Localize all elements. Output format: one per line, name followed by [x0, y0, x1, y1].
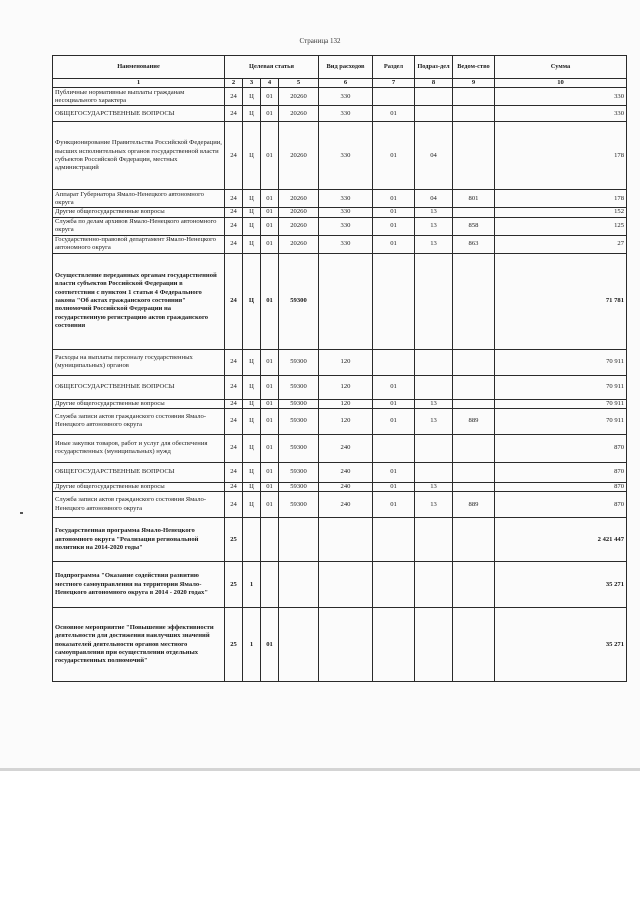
row-expense-type: 120 [319, 349, 373, 375]
row-subprogram-code: Ц [243, 492, 261, 518]
row-direction-code: 59300 [279, 482, 319, 491]
row-expense-type: 240 [319, 482, 373, 491]
row-program-code: 25 [225, 562, 243, 608]
header-section: Раздел [373, 56, 415, 79]
row-direction-code: 20260 [279, 190, 319, 208]
table-row [53, 462, 627, 482]
row-subsection [415, 434, 453, 462]
row-expense-type: 120 [319, 408, 373, 434]
row-subsection: 04 [415, 190, 453, 208]
row-program-code: 24 [225, 122, 243, 190]
row-amount: 870 [495, 482, 627, 491]
row-direction-code: 20260 [279, 88, 319, 106]
row-expense-type [319, 562, 373, 608]
page-number-label: Страница 132 [299, 37, 341, 45]
row-activity-code: 01 [261, 122, 279, 190]
table-row [53, 518, 627, 562]
table-row [53, 88, 627, 106]
row-subsection [415, 518, 453, 562]
row-name: Другие общегосударственные вопросы [53, 482, 225, 491]
row-direction-code: 20260 [279, 208, 319, 217]
row-department [453, 562, 495, 608]
table-row [53, 235, 627, 253]
row-expense-type: 330 [319, 122, 373, 190]
row-subprogram-code: Ц [243, 462, 261, 482]
row-name: Подпрограмма "Оказание содействия развитию местного самоуправления на территории Ямало-Ненецкого автономного округа в 2014 - 2020 годах" [53, 562, 225, 608]
row-name: Расходы на выплаты персоналу государственных (муниципальных) органов [53, 349, 225, 375]
row-subprogram-code: Ц [243, 482, 261, 491]
row-amount: 70 911 [495, 399, 627, 408]
row-direction-code: 59300 [279, 349, 319, 375]
row-subprogram-code: Ц [243, 434, 261, 462]
row-activity-code: 01 [261, 608, 279, 682]
row-section [373, 518, 415, 562]
row-amount: 870 [495, 434, 627, 462]
row-activity-code: 01 [261, 492, 279, 518]
row-program-code: 24 [225, 208, 243, 217]
row-section: 01 [373, 122, 415, 190]
row-direction-code [279, 562, 319, 608]
row-department [453, 106, 495, 122]
row-program-code: 24 [225, 434, 243, 462]
row-subsection: 13 [415, 235, 453, 253]
row-name: Государственная программа Ямало-Ненецкого автономного округа "Реализация региональной политики на 2014-2020 годы" [53, 518, 225, 562]
row-name: Другие общегосударственные вопросы [53, 399, 225, 408]
row-activity-code: 01 [261, 434, 279, 462]
table-row [53, 482, 627, 491]
row-direction-code: 59300 [279, 408, 319, 434]
row-name: ОБЩЕГОСУДАРСТВЕННЫЕ ВОПРОСЫ [53, 462, 225, 482]
row-section: 01 [373, 492, 415, 518]
column-number: 2 [225, 79, 243, 88]
row-department [453, 122, 495, 190]
row-section: 01 [373, 208, 415, 217]
row-direction-code [279, 608, 319, 682]
table-row [53, 349, 627, 375]
row-activity-code: 01 [261, 208, 279, 217]
row-program-code: 25 [225, 518, 243, 562]
row-expense-type [319, 253, 373, 349]
row-activity-code: 01 [261, 217, 279, 235]
row-direction-code: 59300 [279, 253, 319, 349]
row-subsection [415, 349, 453, 375]
table-row [53, 208, 627, 217]
row-activity-code [261, 518, 279, 562]
row-department: 863 [453, 235, 495, 253]
row-subsection: 13 [415, 408, 453, 434]
row-name: Служба записи актов гражданского состояния Ямало-Ненецкого автономного округа [53, 408, 225, 434]
row-section: 01 [373, 190, 415, 208]
row-amount: 178 [495, 122, 627, 190]
row-department [453, 88, 495, 106]
row-amount: 27 [495, 235, 627, 253]
row-department: 858 [453, 217, 495, 235]
row-activity-code: 01 [261, 375, 279, 399]
row-program-code: 24 [225, 253, 243, 349]
row-direction-code: 59300 [279, 434, 319, 462]
row-activity-code: 01 [261, 462, 279, 482]
row-subsection [415, 106, 453, 122]
row-activity-code: 01 [261, 482, 279, 491]
row-name: Функционирование Правительства Российской Федерации, высших исполнительных органов государственной власти субъектов Российской Федерации, местных администраций [53, 122, 225, 190]
row-name: ОБЩЕГОСУДАРСТВЕННЫЕ ВОПРОСЫ [53, 106, 225, 122]
row-subsection [415, 88, 453, 106]
row-activity-code: 01 [261, 88, 279, 106]
table-row [53, 492, 627, 518]
row-expense-type: 330 [319, 106, 373, 122]
table-row [53, 106, 627, 122]
row-amount: 35 271 [495, 608, 627, 682]
row-expense-type [319, 518, 373, 562]
row-amount: 178 [495, 190, 627, 208]
row-subprogram-code: Ц [243, 122, 261, 190]
scan-speck [20, 512, 23, 514]
row-amount: 70 911 [495, 408, 627, 434]
table-row [53, 434, 627, 462]
row-program-code: 24 [225, 408, 243, 434]
column-number: 8 [415, 79, 453, 88]
row-name: Служба по делам архивов Ямало-Ненецкого автономного округа [53, 217, 225, 235]
row-program-code: 24 [225, 217, 243, 235]
table-row [53, 217, 627, 235]
row-section [373, 562, 415, 608]
table-row [53, 608, 627, 682]
row-expense-type: 330 [319, 88, 373, 106]
header-expense-type: Вид расходов [319, 56, 373, 79]
row-direction-code: 59300 [279, 492, 319, 518]
table-row [53, 190, 627, 208]
row-direction-code: 20260 [279, 217, 319, 235]
row-activity-code: 01 [261, 253, 279, 349]
row-direction-code: 59300 [279, 462, 319, 482]
row-subsection: 13 [415, 217, 453, 235]
row-activity-code: 01 [261, 235, 279, 253]
row-expense-type: 240 [319, 492, 373, 518]
row-name: Публичные нормативные выплаты гражданам несоциального характера [53, 88, 225, 106]
column-number: 5 [279, 79, 319, 88]
row-name: Аппарат Губернатора Ямало-Ненецкого автономного округа [53, 190, 225, 208]
row-subprogram-code: Ц [243, 253, 261, 349]
page-edge-shadow [0, 768, 640, 771]
row-activity-code: 01 [261, 399, 279, 408]
row-subsection: 13 [415, 492, 453, 518]
row-activity-code: 01 [261, 190, 279, 208]
row-subprogram-code: Ц [243, 399, 261, 408]
row-name: Осуществление переданных органам государственной власти субъектов Российской Федерации в соответствии с пунктом 1 статьи 4 Федерального закона "Об актах гражданского состояния" полномочий Российской Федерации на государственную регистрацию актов гражданского состояния [53, 253, 225, 349]
row-department [453, 608, 495, 682]
row-direction-code: 20260 [279, 122, 319, 190]
row-program-code: 24 [225, 492, 243, 518]
row-subprogram-code: Ц [243, 235, 261, 253]
row-subprogram-code: Ц [243, 88, 261, 106]
row-subsection: 13 [415, 482, 453, 491]
row-subsection [415, 608, 453, 682]
row-direction-code: 20260 [279, 235, 319, 253]
table-row [53, 122, 627, 190]
row-direction-code [279, 518, 319, 562]
row-amount: 330 [495, 88, 627, 106]
row-program-code: 24 [225, 235, 243, 253]
row-expense-type: 120 [319, 375, 373, 399]
row-section: 01 [373, 408, 415, 434]
row-section [373, 88, 415, 106]
row-amount: 152 [495, 208, 627, 217]
row-program-code: 24 [225, 462, 243, 482]
row-subprogram-code: 1 [243, 562, 261, 608]
column-number: 1 [53, 79, 225, 88]
row-department [453, 518, 495, 562]
row-program-code: 24 [225, 482, 243, 491]
table-row [53, 399, 627, 408]
row-amount: 35 271 [495, 562, 627, 608]
row-subprogram-code: Ц [243, 106, 261, 122]
table-row [53, 562, 627, 608]
column-number: 4 [261, 79, 279, 88]
row-expense-type: 330 [319, 217, 373, 235]
row-subsection [415, 562, 453, 608]
row-amount: 70 911 [495, 349, 627, 375]
row-department: 889 [453, 408, 495, 434]
row-subsection [415, 253, 453, 349]
row-section: 01 [373, 375, 415, 399]
row-department: 801 [453, 190, 495, 208]
row-subprogram-code: Ц [243, 208, 261, 217]
row-expense-type: 330 [319, 190, 373, 208]
row-direction-code: 59300 [279, 375, 319, 399]
row-section: 01 [373, 462, 415, 482]
row-subsection: 04 [415, 122, 453, 190]
row-amount: 870 [495, 492, 627, 518]
row-program-code: 24 [225, 106, 243, 122]
row-section: 01 [373, 399, 415, 408]
column-number: 6 [319, 79, 373, 88]
row-activity-code: 01 [261, 349, 279, 375]
row-department [453, 375, 495, 399]
row-subprogram-code: Ц [243, 408, 261, 434]
row-subprogram-code: Ц [243, 190, 261, 208]
row-program-code: 25 [225, 608, 243, 682]
row-section: 01 [373, 482, 415, 491]
row-name: Иные закупки товаров, работ и услуг для обеспечения государственных (муниципальных) нужд [53, 434, 225, 462]
row-program-code: 24 [225, 88, 243, 106]
header-department: Ведом-ство [453, 56, 495, 79]
row-name: Другие общегосударственные вопросы [53, 208, 225, 217]
row-section: 01 [373, 235, 415, 253]
header-amount: Сумма [495, 56, 627, 79]
row-subsection [415, 462, 453, 482]
row-amount: 70 911 [495, 375, 627, 399]
row-section [373, 349, 415, 375]
row-department [453, 462, 495, 482]
row-expense-type: 240 [319, 434, 373, 462]
table-row [53, 408, 627, 434]
table-row [53, 253, 627, 349]
row-amount: 2 421 447 [495, 518, 627, 562]
row-subsection: 13 [415, 399, 453, 408]
row-department [453, 253, 495, 349]
header-subsection: Подраз-дел [415, 56, 453, 79]
header-target-article: Целевая статья [225, 56, 319, 79]
row-department [453, 349, 495, 375]
row-program-code: 24 [225, 399, 243, 408]
row-program-code: 24 [225, 375, 243, 399]
row-amount: 330 [495, 106, 627, 122]
row-activity-code: 01 [261, 106, 279, 122]
row-subprogram-code [243, 518, 261, 562]
row-subsection [415, 375, 453, 399]
row-department [453, 482, 495, 491]
row-section: 01 [373, 217, 415, 235]
row-amount: 71 781 [495, 253, 627, 349]
row-subsection: 13 [415, 208, 453, 217]
row-section [373, 434, 415, 462]
row-expense-type: 240 [319, 462, 373, 482]
row-section [373, 608, 415, 682]
column-number: 3 [243, 79, 261, 88]
row-subprogram-code: 1 [243, 608, 261, 682]
header-name: Наименование [53, 56, 225, 79]
row-direction-code: 20260 [279, 106, 319, 122]
row-activity-code [261, 562, 279, 608]
table-row [53, 375, 627, 399]
row-subprogram-code: Ц [243, 217, 261, 235]
row-subprogram-code: Ц [243, 349, 261, 375]
row-name: Основное мероприятие "Повышение эффективности деятельности для достижения наилучших значений показателей деятельности органов местного самоуправления при осуществлении отдельных государственных полномочий" [53, 608, 225, 682]
column-number: 9 [453, 79, 495, 88]
row-activity-code: 01 [261, 408, 279, 434]
row-name: Государственно-правовой департамент Ямало-Ненецкого автономного округа [53, 235, 225, 253]
row-amount: 870 [495, 462, 627, 482]
row-expense-type: 120 [319, 399, 373, 408]
column-number: 10 [495, 79, 627, 88]
budget-table [52, 55, 627, 682]
row-program-code: 24 [225, 190, 243, 208]
row-department [453, 434, 495, 462]
column-number-row [53, 79, 627, 88]
row-expense-type: 330 [319, 235, 373, 253]
row-department: 889 [453, 492, 495, 518]
row-subprogram-code: Ц [243, 375, 261, 399]
row-section [373, 253, 415, 349]
column-number: 7 [373, 79, 415, 88]
row-program-code: 24 [225, 349, 243, 375]
row-department [453, 208, 495, 217]
row-amount: 125 [495, 217, 627, 235]
row-section: 01 [373, 106, 415, 122]
row-name: ОБЩЕГОСУДАРСТВЕННЫЕ ВОПРОСЫ [53, 375, 225, 399]
row-direction-code: 59300 [279, 399, 319, 408]
row-department [453, 399, 495, 408]
row-name: Служба записи актов гражданского состояния Ямало-Ненецкого автономного округа [53, 492, 225, 518]
row-expense-type [319, 608, 373, 682]
row-expense-type: 330 [319, 208, 373, 217]
